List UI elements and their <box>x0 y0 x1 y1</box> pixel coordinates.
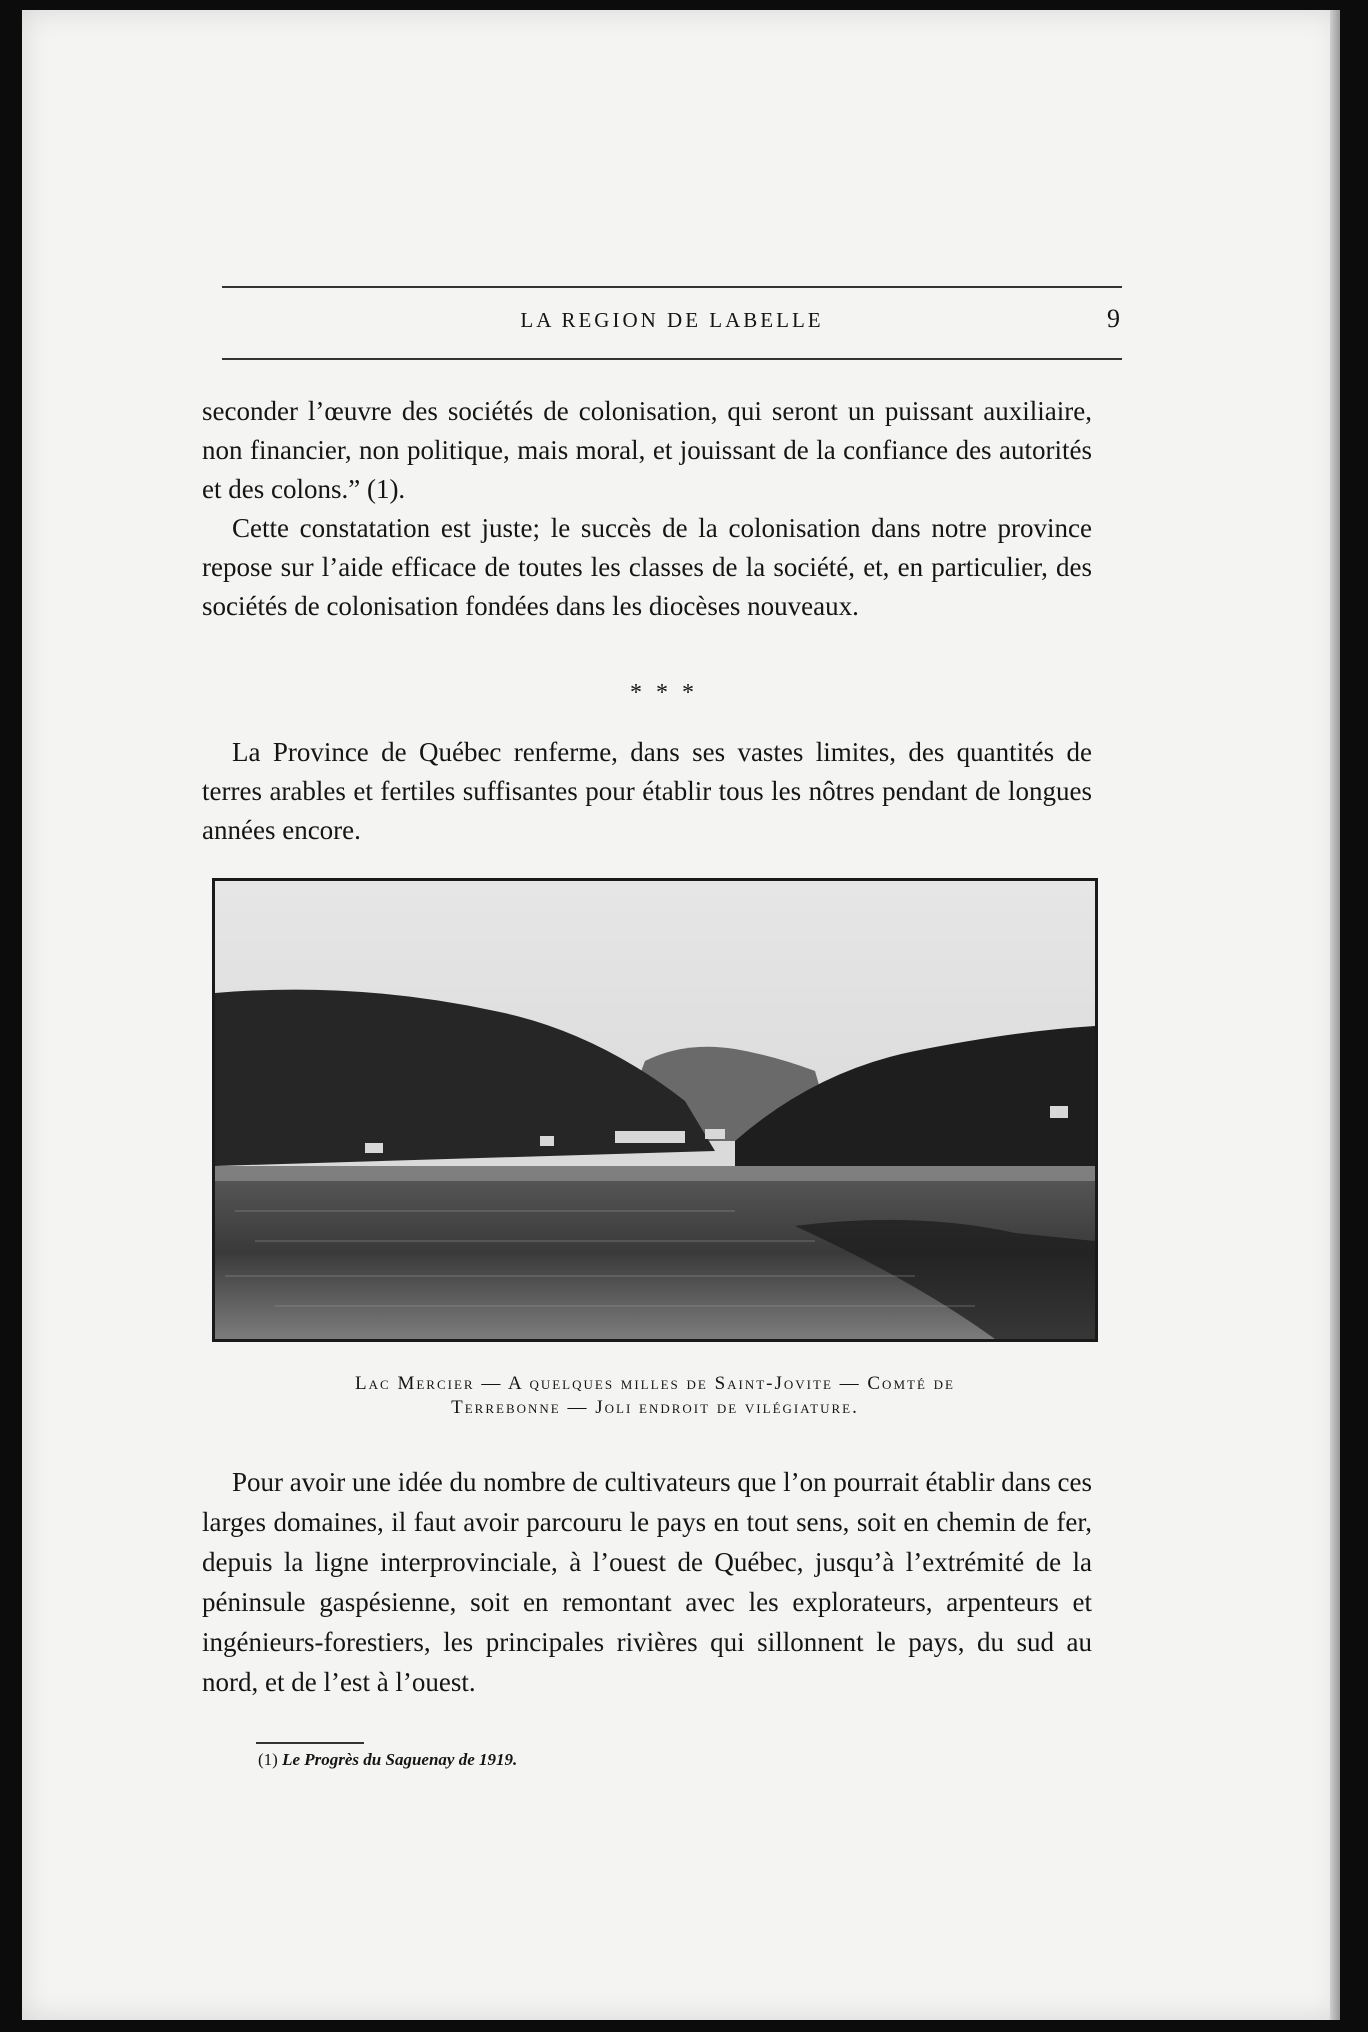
footnote-number: (1) <box>258 1750 278 1769</box>
page-header <box>222 282 1122 374</box>
paragraph-4: Pour avoir une idée du nombre de cultivateurs que l’on pourrait établir dans ces larges domaines, il faut avoir parcouru le pays en tout sens, soit en chemin de fer, depuis la ligne interprovinciale, à l’ouest de Québec, jusqu’à l’extrémité de la péninsule gaspésienne, soit en remontant avec les explorateurs, arpenteurs et ingénieurs-forestiers, les principales rivières qui sillonnent le pays, du sud au nord, et de l’est à l’ouest. <box>202 1467 1092 1697</box>
footnote-source: Le Progrès du Saguenay de 1919. <box>282 1750 518 1769</box>
caption-line-2: Terrebonne — Joli endroit de vilégiature. <box>451 1397 859 1418</box>
page-edge <box>1330 10 1340 2020</box>
lake-photograph <box>212 878 1098 1342</box>
footnote <box>258 1750 517 1770</box>
photo-caption <box>215 1372 1095 1420</box>
paragraph-1: seconder l’œuvre des sociétés de colonisation, qui seront un puissant auxiliaire, non financier, non politique, mais moral, et jouissant de la confiance des autorités et des colons.” (1). <box>202 396 1092 504</box>
lake-scene-image <box>215 881 1095 1339</box>
header-rule-bottom <box>222 358 1122 360</box>
running-title: LA REGION DE LABELLE <box>520 308 824 332</box>
paragraph-2: Cette constatation est juste; le succès de la colonisation dans notre province repose sur l’aide efficace de toutes les classes de la société, et, en particulier, des sociétés de colonisation fondées dans les diocèses nouveaux. <box>202 513 1092 621</box>
caption-line-1: Lac Mercier — A quelques milles de Saint-Jovite — Comté de <box>355 1373 955 1394</box>
paragraph-3: La Province de Québec renferme, dans ses vastes limites, des quantités de terres arables et fertiles suffisantes pour établir tous les nôtres pendant de longues années encore. <box>202 737 1092 845</box>
page-number: 9 <box>1107 304 1120 333</box>
section-separator: * * * <box>630 680 698 706</box>
header-rule-top <box>222 286 1122 288</box>
footnote-rule <box>256 1742 364 1744</box>
